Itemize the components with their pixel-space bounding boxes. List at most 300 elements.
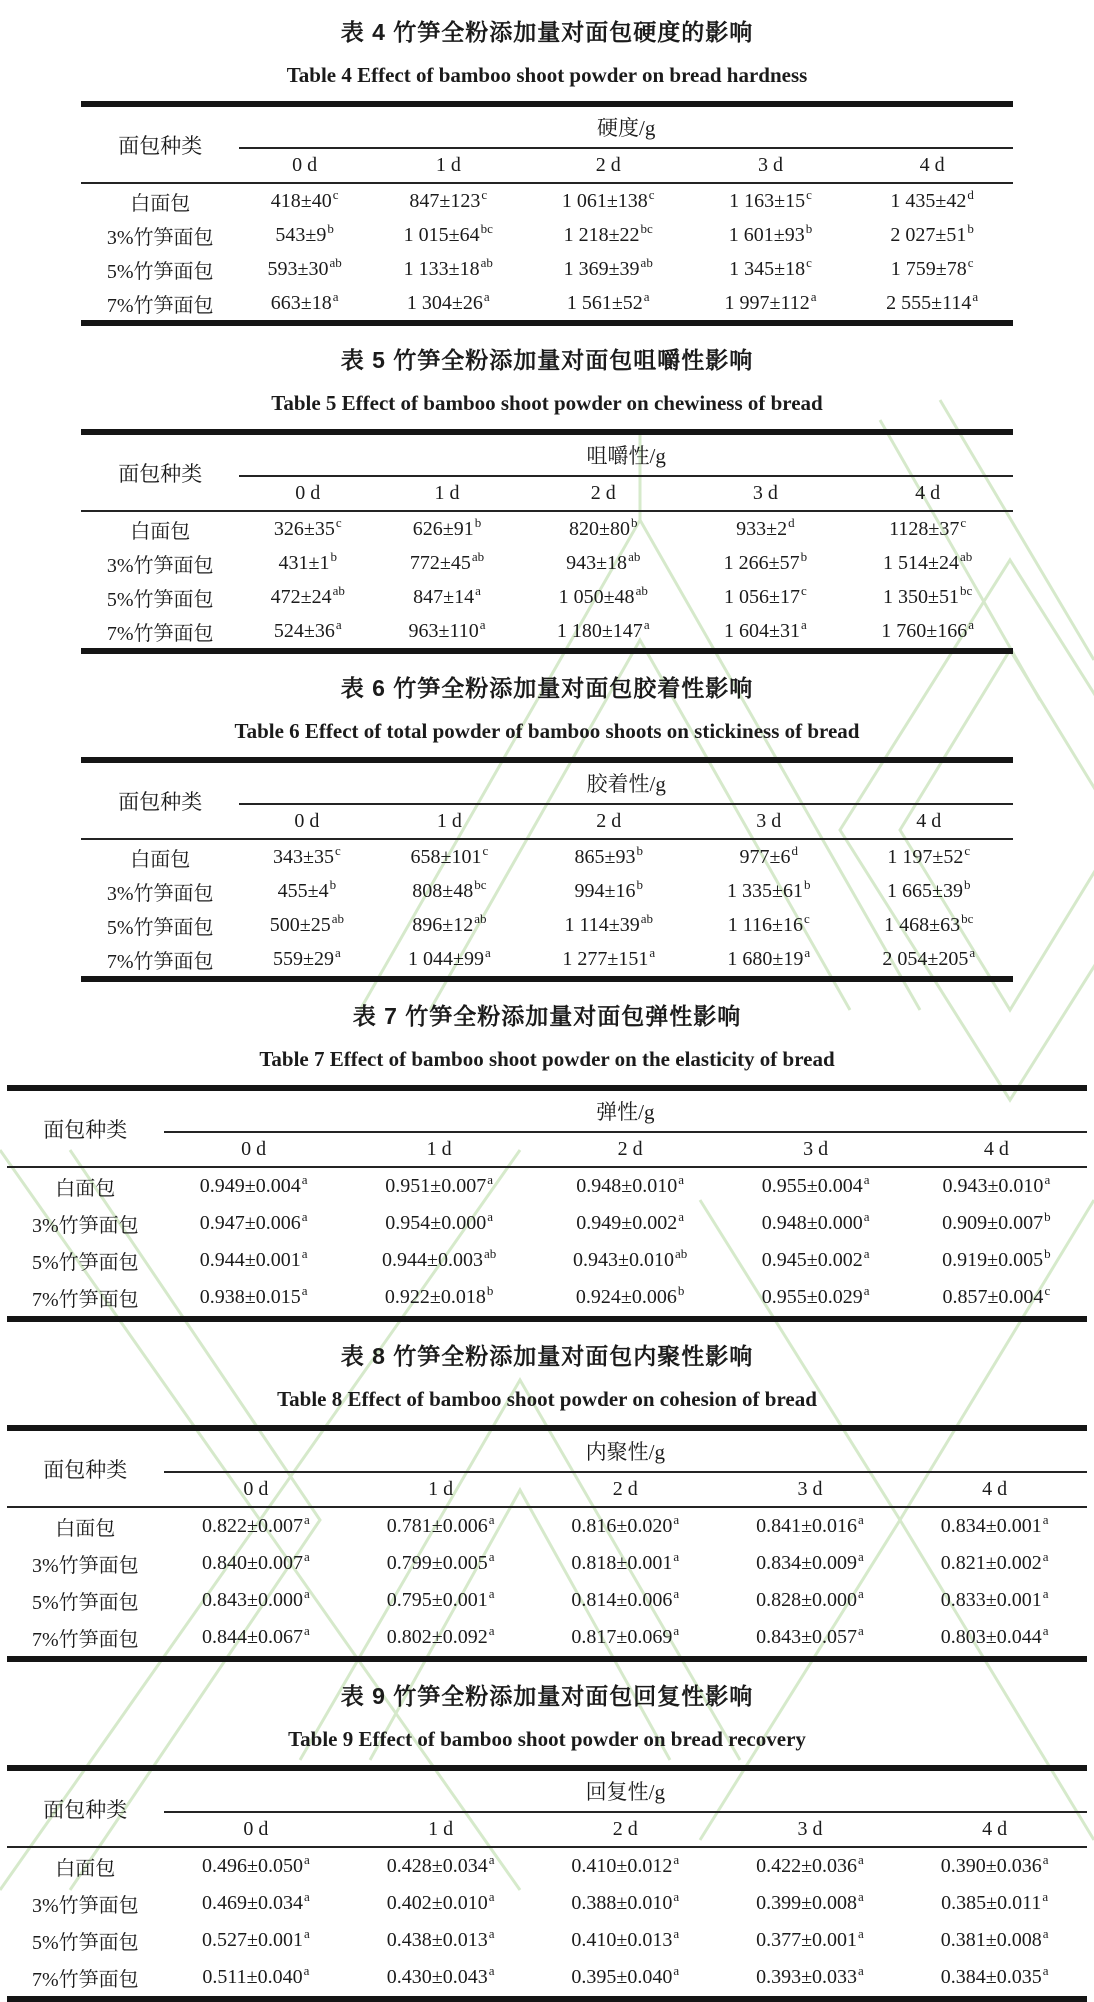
significance-letter: a	[487, 1209, 494, 1225]
cell-value: 1 335±61	[727, 879, 803, 902]
significance-letter: b	[677, 1283, 685, 1299]
significance-letter: b	[329, 876, 337, 892]
value-cell	[239, 218, 369, 252]
cell-value: 1 015±64	[403, 223, 480, 246]
cell-value: 0.428±0.034	[386, 1855, 488, 1877]
significance-letter: a	[649, 944, 656, 960]
table-row	[7, 1582, 1087, 1619]
significance-letter: a	[804, 944, 811, 960]
cell-value: 0.840±0.007	[202, 1552, 304, 1574]
value-cell	[902, 1582, 1087, 1619]
table-caption-zh: 表 8 竹笋全粉添加量对面包内聚性影响	[340, 1343, 754, 1369]
significance-letter: a	[304, 1512, 310, 1528]
data-table	[7, 1085, 1087, 1322]
cell-value: 0.390±0.036	[940, 1855, 1042, 1877]
cell-value: 543±9	[275, 223, 327, 246]
value-cell	[726, 1279, 906, 1319]
cell-value: 0.843±0.000	[202, 1589, 304, 1611]
value-cell	[239, 286, 369, 323]
cell-value: 0.945±0.002	[761, 1249, 863, 1271]
measure-header-row	[81, 104, 1013, 148]
value-cell	[374, 839, 524, 874]
significance-letter: a	[858, 1889, 864, 1905]
row-label: 5%竹笋面包	[106, 260, 214, 283]
row-label: 3%竹笋面包	[106, 554, 214, 577]
value-cell	[851, 183, 1013, 218]
day-header-cell: 1 d	[348, 1472, 533, 1507]
cell-value: 0.385±0.011	[941, 1892, 1042, 1914]
cell-value: 1 044±99	[408, 947, 484, 970]
cell-value: 0.821±0.002	[940, 1552, 1042, 1574]
value-cell	[845, 942, 1013, 979]
cell-value: 0.422±0.036	[756, 1855, 858, 1877]
value-cell	[533, 1922, 718, 1959]
value-cell	[533, 1545, 718, 1582]
significance-letter: a	[475, 582, 481, 598]
table-caption-zh: 表 4 竹笋全粉添加量对面包硬度的影响	[340, 19, 754, 45]
table-caption-en: Table 5 Effect of bamboo shoot powder on chewiness of bread	[271, 391, 823, 415]
measure-header-row	[7, 1428, 1087, 1472]
cell-value: 2 054±205	[882, 947, 969, 970]
table-row	[7, 1167, 1087, 1205]
significance-letter: bc	[640, 220, 653, 236]
day-header-cell: 1 d	[374, 804, 524, 839]
significance-letter: ab	[640, 254, 653, 270]
significance-letter: a	[858, 1512, 864, 1528]
significance-letter: a	[304, 1926, 310, 1942]
significance-letter: a	[304, 1889, 310, 1905]
day-header-cell: 0 d	[164, 1132, 344, 1167]
value-cell	[689, 580, 843, 614]
cell-value: 1 133±18	[403, 257, 480, 280]
cell-value: 0.822±0.007	[202, 1515, 304, 1537]
significance-letter: a	[858, 1963, 864, 1979]
significance-letter: c	[801, 582, 807, 598]
cell-value: 1 061±138	[561, 189, 648, 212]
cell-value: 455±4	[277, 879, 329, 902]
measure-header-label: 内聚性/g	[585, 1440, 665, 1464]
day-header-cell: 3 d	[693, 804, 845, 839]
significance-letter: a	[678, 1209, 684, 1225]
cell-value: 1 056±17	[724, 585, 800, 608]
row-label: 5%竹笋面包	[31, 1252, 139, 1274]
value-cell	[718, 1959, 903, 1999]
measure-header-cell	[239, 760, 1013, 804]
measure-header-label: 硬度/g	[597, 116, 656, 140]
measure-header-row	[7, 1768, 1087, 1812]
table-row	[81, 546, 1013, 580]
cell-value: 847±123	[409, 189, 481, 212]
value-cell	[348, 1619, 533, 1659]
value-cell	[535, 1205, 726, 1242]
table-row	[81, 874, 1013, 908]
value-cell	[164, 1885, 349, 1922]
significance-letter: a	[968, 616, 974, 632]
cell-value: 0.469±0.034	[202, 1892, 304, 1914]
value-cell	[164, 1167, 344, 1205]
measure-header-cell	[239, 104, 1013, 148]
value-cell	[348, 1959, 533, 1999]
cell-value: 0.951±0.007	[385, 1175, 487, 1197]
significance-letter: ab	[674, 1246, 688, 1262]
table-header	[7, 1768, 1087, 1847]
table-caption-zh: 表 7 竹笋全粉添加量对面包弹性影响	[352, 1003, 742, 1029]
significance-letter: c	[967, 254, 974, 270]
value-cell	[902, 1847, 1087, 1885]
significance-letter: b	[967, 220, 974, 236]
data-table	[81, 101, 1013, 326]
cell-value: 0.384±0.035	[940, 1966, 1042, 1988]
cell-value: 0.948±0.000	[761, 1212, 863, 1234]
cell-value: 0.410±0.012	[571, 1855, 673, 1877]
day-header-cell: 4 d	[902, 1472, 1087, 1507]
value-cell	[164, 1582, 349, 1619]
table-row	[7, 1619, 1087, 1659]
cell-value: 0.402±0.010	[386, 1892, 488, 1914]
table-row	[7, 1507, 1087, 1545]
significance-letter: c	[648, 186, 655, 202]
cell-value: 1 514±24	[882, 551, 959, 574]
cell-value: 2 027±51	[890, 223, 967, 246]
significance-letter: a	[1044, 1172, 1051, 1188]
value-cell	[374, 874, 524, 908]
significance-letter: a	[643, 616, 650, 632]
row-label: 7%竹笋面包	[106, 950, 214, 973]
day-header-cell: 0 d	[239, 804, 374, 839]
row-label: 7%竹笋面包	[106, 294, 214, 317]
significance-letter: b	[630, 514, 638, 530]
cell-value: 1 277±151	[562, 947, 649, 970]
significance-letter: a	[301, 1246, 308, 1262]
cell-value: 418±40	[270, 189, 332, 212]
row-label: 白面包	[130, 520, 191, 543]
day-header-row	[7, 1132, 1087, 1167]
cell-value: 0.802±0.092	[386, 1626, 488, 1648]
significance-letter: ab	[474, 910, 487, 926]
row-header-cell: 面包种类	[81, 760, 239, 839]
value-cell	[689, 546, 843, 580]
significance-letter: a	[863, 1283, 870, 1299]
value-cell	[902, 1507, 1087, 1545]
value-cell	[239, 942, 374, 979]
table-row	[81, 218, 1013, 252]
value-cell	[239, 839, 374, 874]
significance-letter: a	[673, 1549, 680, 1565]
value-cell	[726, 1242, 906, 1279]
table-row	[7, 1959, 1087, 1999]
cell-value: 963±110	[408, 619, 479, 642]
table-header	[81, 760, 1013, 839]
value-cell	[851, 286, 1013, 323]
significance-letter: a	[969, 944, 976, 960]
cell-value: 559±29	[272, 947, 334, 970]
significance-letter: a	[488, 1852, 495, 1868]
table-header	[81, 432, 1013, 511]
value-cell	[718, 1619, 903, 1659]
value-cell	[690, 286, 852, 323]
significance-letter: a	[301, 1172, 308, 1188]
value-cell	[718, 1847, 903, 1885]
cell-value: 1 114±39	[564, 913, 640, 936]
row-label: 5%竹笋面包	[31, 1932, 139, 1954]
value-cell	[718, 1885, 903, 1922]
cell-value: 0.814±0.006	[571, 1589, 673, 1611]
cell-value: 0.377±0.001	[756, 1929, 858, 1951]
table-caption-en: Table 8 Effect of bamboo shoot powder on cohesion of bread	[277, 1387, 817, 1411]
value-cell	[906, 1167, 1087, 1205]
significance-letter: ab	[959, 548, 973, 564]
measure-header-row	[7, 1088, 1087, 1132]
significance-letter: a	[301, 1209, 308, 1225]
row-label: 7%竹笋面包	[31, 1289, 139, 1311]
cell-value: 0.944±0.001	[199, 1249, 301, 1271]
value-cell	[370, 183, 527, 218]
value-cell	[842, 511, 1013, 546]
value-cell	[348, 1507, 533, 1545]
value-cell	[906, 1205, 1087, 1242]
significance-letter: a	[479, 616, 486, 632]
value-cell	[718, 1922, 903, 1959]
significance-letter: a	[301, 1283, 308, 1299]
significance-letter: a	[488, 1963, 495, 1979]
row-label: 白面包	[130, 192, 191, 215]
value-cell	[239, 908, 374, 942]
significance-letter: a	[673, 1963, 680, 1979]
significance-letter: a	[304, 1852, 310, 1868]
cell-value: 808±48	[412, 879, 474, 902]
value-cell	[902, 1959, 1087, 1999]
table-body	[7, 1847, 1087, 1999]
table-block	[7, 1338, 1087, 1662]
cell-value: 1 163±15	[729, 189, 806, 212]
cell-value: 1 345±18	[729, 257, 806, 280]
cell-value: 1 369±39	[563, 257, 640, 280]
data-table	[81, 429, 1013, 654]
value-cell	[690, 183, 852, 218]
significance-letter: a	[673, 1512, 680, 1528]
row-label: 白面包	[55, 1178, 116, 1200]
value-cell	[239, 183, 369, 218]
row-label: 白面包	[55, 1858, 116, 1880]
value-cell	[906, 1242, 1087, 1279]
value-cell	[525, 942, 693, 979]
cell-value: 0.947±0.006	[199, 1212, 301, 1234]
cell-value: 0.955±0.029	[761, 1286, 863, 1308]
cell-value: 0.817±0.069	[571, 1626, 673, 1648]
cell-value: 1 218±22	[563, 223, 640, 246]
value-cell	[348, 1545, 533, 1582]
significance-letter: bc	[961, 910, 974, 926]
table-row	[81, 286, 1013, 323]
cell-value: 0.818±0.001	[571, 1552, 673, 1574]
significance-letter: ab	[480, 254, 493, 270]
significance-letter: bc	[474, 876, 487, 892]
cell-value: 431±1	[278, 551, 330, 574]
value-cell	[845, 908, 1013, 942]
value-cell	[689, 511, 843, 546]
cell-value: 663±18	[270, 291, 332, 314]
row-label: 3%竹笋面包	[106, 882, 214, 905]
value-cell	[845, 839, 1013, 874]
row-label: 7%竹笋面包	[31, 1969, 139, 1991]
table-row	[81, 614, 1013, 651]
data-table	[7, 1765, 1087, 2002]
tables-container	[0, 14, 1094, 2002]
significance-letter: a	[863, 1209, 870, 1225]
value-cell	[239, 580, 376, 614]
cell-value: 0.948±0.010	[576, 1175, 678, 1197]
value-cell	[239, 546, 376, 580]
significance-letter: c	[806, 254, 812, 270]
value-cell	[344, 1205, 535, 1242]
cell-value: 933±2	[736, 517, 788, 540]
significance-letter: ab	[329, 254, 342, 270]
cell-value: 0.834±0.009	[756, 1552, 858, 1574]
cell-value: 1 180±147	[556, 619, 643, 642]
table-row	[7, 1205, 1087, 1242]
day-header-row	[7, 1812, 1087, 1847]
day-header-cell: 3 d	[718, 1472, 903, 1507]
cell-value: 0.393±0.033	[756, 1966, 858, 1988]
significance-letter: a	[858, 1926, 864, 1942]
value-cell	[902, 1545, 1087, 1582]
cell-value: 896±12	[412, 913, 474, 936]
table-header	[7, 1088, 1087, 1167]
significance-letter: ab	[332, 582, 345, 598]
value-cell	[533, 1582, 718, 1619]
cell-value: 1 350±51	[882, 585, 959, 608]
significance-letter: a	[673, 1623, 680, 1639]
table-block	[7, 1678, 1087, 2002]
significance-letter: a	[1042, 1889, 1049, 1905]
day-header-row	[7, 1472, 1087, 1507]
cell-value: 0.949±0.002	[576, 1212, 678, 1234]
table-body	[81, 183, 1013, 323]
significance-letter: a	[488, 1512, 495, 1528]
table-block	[81, 342, 1013, 654]
significance-letter: a	[303, 1963, 310, 1979]
significance-letter: a	[332, 288, 339, 304]
measure-header-label: 弹性/g	[596, 1100, 655, 1124]
table-caption-en: Table 4 Effect of bamboo shoot powder on bread hardness	[286, 63, 808, 87]
value-cell	[376, 580, 518, 614]
value-cell	[525, 839, 693, 874]
value-cell	[164, 1959, 349, 1999]
significance-letter: c	[960, 514, 967, 530]
significance-letter: c	[806, 186, 812, 202]
cell-value: 1 468±63	[884, 913, 961, 936]
significance-letter: a	[304, 1623, 310, 1639]
cell-value: 0.496±0.050	[202, 1855, 304, 1877]
value-cell	[693, 874, 845, 908]
significance-letter: c	[481, 186, 488, 202]
value-cell	[370, 286, 527, 323]
table-row	[7, 1922, 1087, 1959]
table-row	[7, 1279, 1087, 1319]
significance-letter: b	[964, 876, 971, 892]
row-label: 5%竹笋面包	[106, 588, 214, 611]
significance-letter: a	[1042, 1926, 1049, 1942]
row-label: 3%竹笋面包	[31, 1555, 139, 1577]
day-header-cell: 2 d	[533, 1812, 718, 1847]
day-header-cell: 4 d	[906, 1132, 1087, 1167]
significance-letter: a	[488, 1926, 495, 1942]
value-cell	[851, 252, 1013, 286]
cell-value: 2 555±114	[886, 291, 972, 314]
significance-letter: a	[858, 1852, 864, 1868]
table-caption-zh: 表 5 竹笋全粉添加量对面包咀嚼性影响	[340, 347, 754, 373]
cell-value: 593±30	[267, 257, 329, 280]
cell-value: 524±36	[273, 619, 335, 642]
table-row	[81, 908, 1013, 942]
value-cell	[376, 614, 518, 651]
cell-value: 1 680±19	[727, 947, 804, 970]
day-header-cell: 0 d	[164, 1812, 349, 1847]
cell-value: 326±35	[273, 517, 335, 540]
table-row	[81, 839, 1013, 874]
value-cell	[239, 511, 376, 546]
day-header-cell: 1 d	[348, 1812, 533, 1847]
cell-value: 0.816±0.020	[571, 1515, 673, 1537]
row-header-cell: 面包种类	[81, 104, 239, 183]
day-header-cell: 0 d	[164, 1472, 349, 1507]
day-header-cell: 1 d	[370, 148, 527, 183]
row-label: 3%竹笋面包	[31, 1215, 139, 1237]
value-cell	[239, 874, 374, 908]
significance-letter: a	[304, 1549, 310, 1565]
cell-value: 1 435±42	[890, 189, 967, 212]
row-label: 5%竹笋面包	[106, 916, 214, 939]
day-header-cell: 2 d	[535, 1132, 726, 1167]
value-cell	[718, 1507, 903, 1545]
cell-value: 847±14	[413, 585, 475, 608]
cell-value: 977±6	[739, 845, 791, 868]
cell-value: 1 561±52	[566, 291, 643, 314]
table-row	[7, 1847, 1087, 1885]
measure-header-cell	[164, 1428, 1087, 1472]
value-cell	[535, 1242, 726, 1279]
significance-letter: b	[803, 876, 811, 892]
significance-letter: c	[482, 842, 489, 858]
significance-letter: a	[1042, 1623, 1049, 1639]
value-cell	[535, 1167, 726, 1205]
cell-value: 0.844±0.067	[202, 1626, 304, 1648]
cell-value: 1 760±166	[881, 619, 968, 642]
table-caption-zh: 表 9 竹笋全粉添加量对面包回复性影响	[340, 1683, 754, 1709]
day-header-cell: 4 d	[902, 1812, 1087, 1847]
row-label: 白面包	[55, 1518, 116, 1540]
significance-letter: a	[488, 1623, 495, 1639]
value-cell	[842, 580, 1013, 614]
cell-value: 0.803±0.044	[940, 1626, 1042, 1648]
table-block	[81, 14, 1013, 326]
value-cell	[344, 1242, 535, 1279]
cell-value: 0.919±0.005	[942, 1249, 1044, 1271]
row-label: 3%竹笋面包	[106, 226, 214, 249]
table-block	[81, 670, 1013, 982]
value-cell	[533, 1885, 718, 1922]
cell-value: 0.944±0.003	[382, 1249, 484, 1271]
cell-value: 0.841±0.016	[756, 1515, 858, 1537]
table-caption-en: Table 9 Effect of bamboo shoot powder on bread recovery	[288, 1727, 806, 1751]
significance-letter: c	[964, 842, 971, 858]
significance-letter: ab	[331, 910, 344, 926]
value-cell	[851, 218, 1013, 252]
significance-letter: a	[673, 1586, 680, 1602]
value-cell	[374, 942, 524, 979]
row-header-cell: 面包种类	[7, 1088, 164, 1167]
cell-value: 0.943±0.010	[942, 1175, 1044, 1197]
